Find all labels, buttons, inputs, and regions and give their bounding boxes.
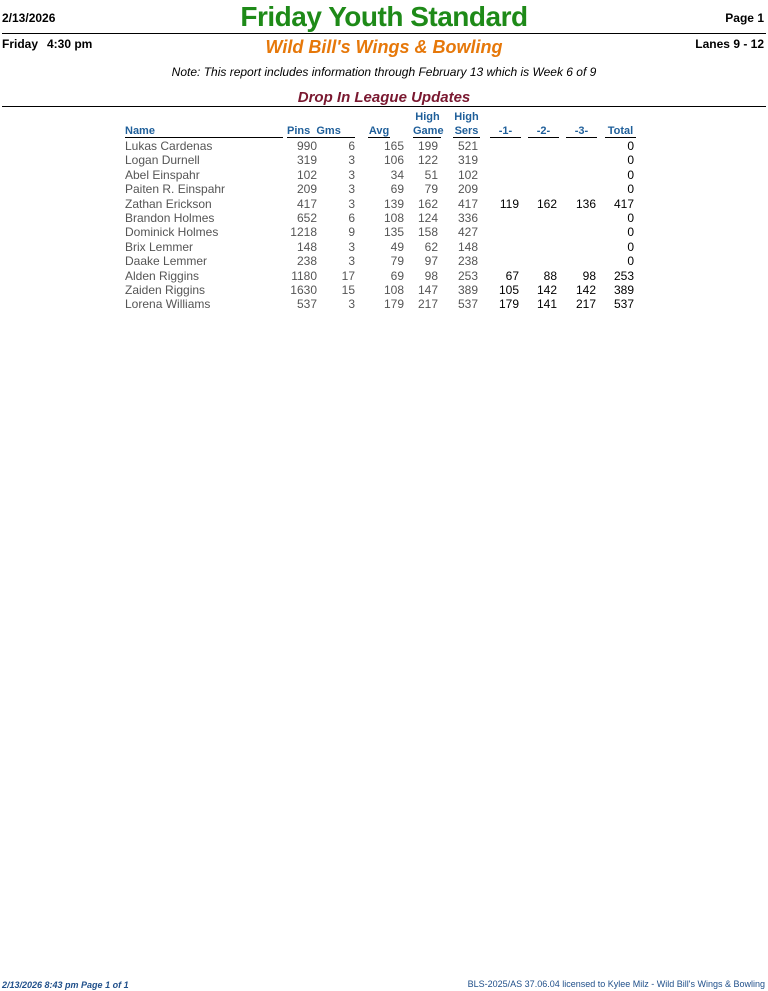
cell-gms: 3 — [348, 297, 355, 312]
cell-name: Alden Riggins — [125, 268, 200, 283]
cell-total: 0 — [627, 254, 634, 269]
cell-hg: 51 — [424, 167, 438, 182]
cell-total: 0 — [627, 225, 634, 240]
cell-pins: 238 — [296, 254, 317, 269]
col-high-game-top: High — [415, 111, 440, 123]
cell-hg: 124 — [417, 211, 438, 225]
cell-gms: 17 — [341, 268, 355, 283]
cell-name: Zaiden Riggins — [125, 283, 206, 297]
cell-name: Dominick Holmes — [125, 225, 219, 240]
cell-name: Logan Durnell — [125, 153, 200, 168]
cell-g1: 179 — [498, 297, 519, 312]
cell-total: 0 — [627, 239, 634, 254]
section-divider — [2, 106, 766, 107]
cell-pins: 1180 — [291, 268, 317, 283]
cell-avg: 108 — [383, 211, 404, 225]
cell-hg: 62 — [424, 239, 438, 254]
cell-gms: 6 — [348, 211, 355, 225]
footer-print-info: 2/13/2026 8:43 pm Page 1 of 1 — [2, 980, 129, 990]
cell-total: 0 — [627, 211, 634, 225]
cell-avg: 106 — [383, 153, 404, 168]
cell-total: 0 — [627, 139, 634, 153]
cell-hg: 98 — [424, 268, 438, 283]
cell-pins: 319 — [296, 153, 317, 168]
cell-name: Lorena Williams — [125, 297, 211, 312]
cell-gms: 3 — [348, 182, 355, 197]
cell-gms: 3 — [348, 167, 355, 182]
report-date: 2/13/2026 — [2, 11, 56, 25]
cell-pins: 209 — [296, 182, 317, 197]
cell-total: 0 — [627, 153, 634, 168]
page-number: Page 1 — [725, 11, 764, 25]
league-time: 4:30 pm — [47, 37, 93, 51]
col-total-header: Total — [605, 125, 636, 138]
cell-g3: 142 — [575, 283, 596, 297]
cell-avg: 34 — [390, 167, 404, 182]
cell-hs: 253 — [457, 268, 478, 283]
col-game3-header: -3- — [566, 125, 597, 138]
cell-name: Paiten R. Einspahr — [125, 182, 226, 197]
cell-gms: 3 — [348, 254, 355, 269]
cell-hg: 97 — [424, 254, 438, 269]
center-name: Wild Bill's Wings & Bowling — [265, 37, 503, 57]
col-high-sers-top: High — [454, 111, 479, 123]
report-note: Note: This report includes information through February 13 which is Week 6 of 9 — [171, 65, 597, 79]
cell-g2: 88 — [543, 268, 557, 283]
cell-hg: 79 — [424, 182, 438, 197]
cell-name: Lukas Cardenas — [125, 139, 213, 153]
cell-hs: 102 — [457, 167, 478, 182]
cell-g3: 136 — [575, 196, 596, 211]
col-name-header: Name — [125, 125, 283, 138]
lanes-range: Lanes 9 - 12 — [695, 37, 764, 51]
cell-avg: 179 — [383, 297, 404, 312]
header-divider — [2, 33, 766, 34]
cell-hs: 319 — [457, 153, 478, 168]
league-title: Friday Youth Standard — [240, 1, 528, 32]
cell-hs: 238 — [457, 254, 478, 269]
cell-g3: 98 — [582, 268, 596, 283]
col-pins-gms-header — [287, 125, 355, 138]
cell-pins: 990 — [296, 139, 317, 153]
cell-hg: 158 — [417, 225, 438, 240]
cell-pins: 102 — [296, 167, 317, 182]
cell-pins: 1630 — [290, 283, 317, 297]
cell-name: Brandon Holmes — [125, 211, 215, 225]
cell-pins: 1218 — [290, 225, 317, 240]
cell-hs: 537 — [457, 297, 478, 312]
cell-hs: 209 — [457, 182, 478, 197]
cell-avg: 139 — [383, 196, 404, 211]
cell-avg: 69 — [390, 268, 404, 283]
cell-total: 253 — [613, 268, 634, 283]
cell-total: 537 — [613, 297, 634, 312]
cell-avg: 165 — [383, 139, 404, 153]
cell-g1: 105 — [498, 283, 519, 297]
cell-gms: 3 — [348, 239, 355, 254]
cell-gms: 3 — [348, 196, 355, 211]
col-avg-header: Avg — [368, 125, 390, 137]
cell-name: Daake Lemmer — [125, 254, 208, 269]
cell-hg: 122 — [417, 153, 438, 168]
cell-g3: 217 — [575, 297, 596, 312]
cell-total: 0 — [627, 167, 634, 182]
col-high-game-header: Game — [413, 125, 444, 137]
cell-g1: 67 — [505, 268, 519, 283]
cell-gms: 3 — [348, 153, 355, 168]
footer-license: BLS-2025/AS 37.06.04 licensed to Kylee Milz - Wild Bill's Wings & Bowling — [467, 979, 765, 989]
section-title: Drop In League Updates — [297, 89, 471, 106]
cell-hg: 162 — [417, 196, 438, 211]
cell-hg: 147 — [417, 283, 438, 297]
league-day: Friday — [2, 37, 39, 51]
cell-hg: 217 — [417, 297, 438, 312]
cell-g2: 162 — [536, 196, 557, 211]
cell-name: Zathan Erickson — [125, 196, 212, 211]
cell-gms: 6 — [348, 139, 355, 153]
cell-avg: 135 — [383, 225, 404, 240]
cell-hg: 199 — [417, 139, 438, 153]
col-pins-header: Pins — [287, 125, 311, 137]
cell-gms: 15 — [341, 283, 355, 297]
cell-total: 417 — [613, 196, 634, 211]
cell-total: 0 — [627, 182, 634, 197]
cell-pins: 652 — [296, 211, 317, 225]
cell-g2: 141 — [536, 297, 557, 312]
cell-avg: 108 — [383, 283, 404, 297]
cell-avg: 49 — [390, 239, 404, 254]
cell-pins: 417 — [296, 196, 317, 211]
cell-g2: 142 — [536, 283, 557, 297]
cell-hs: 148 — [457, 239, 478, 254]
col-game2-header: -2- — [528, 125, 559, 138]
cell-hs: 336 — [457, 211, 478, 225]
cell-pins: 148 — [296, 239, 317, 254]
cell-hs: 417 — [457, 196, 478, 211]
cell-name: Brix Lemmer — [125, 239, 194, 254]
cell-hs: 521 — [457, 139, 478, 153]
cell-hs: 389 — [457, 283, 478, 297]
cell-avg: 69 — [390, 182, 404, 197]
col-gms-header: Gms — [316, 125, 341, 137]
col-game1-header: -1- — [490, 125, 521, 138]
cell-pins: 537 — [296, 297, 317, 312]
cell-total: 389 — [613, 283, 634, 297]
cell-gms: 9 — [348, 225, 355, 240]
cell-hs: 427 — [457, 225, 478, 240]
col-high-sers-header: Sers — [454, 125, 479, 137]
cell-name: Abel Einspahr — [125, 167, 200, 182]
cell-g1: 119 — [499, 196, 519, 211]
cell-avg: 79 — [390, 254, 404, 269]
